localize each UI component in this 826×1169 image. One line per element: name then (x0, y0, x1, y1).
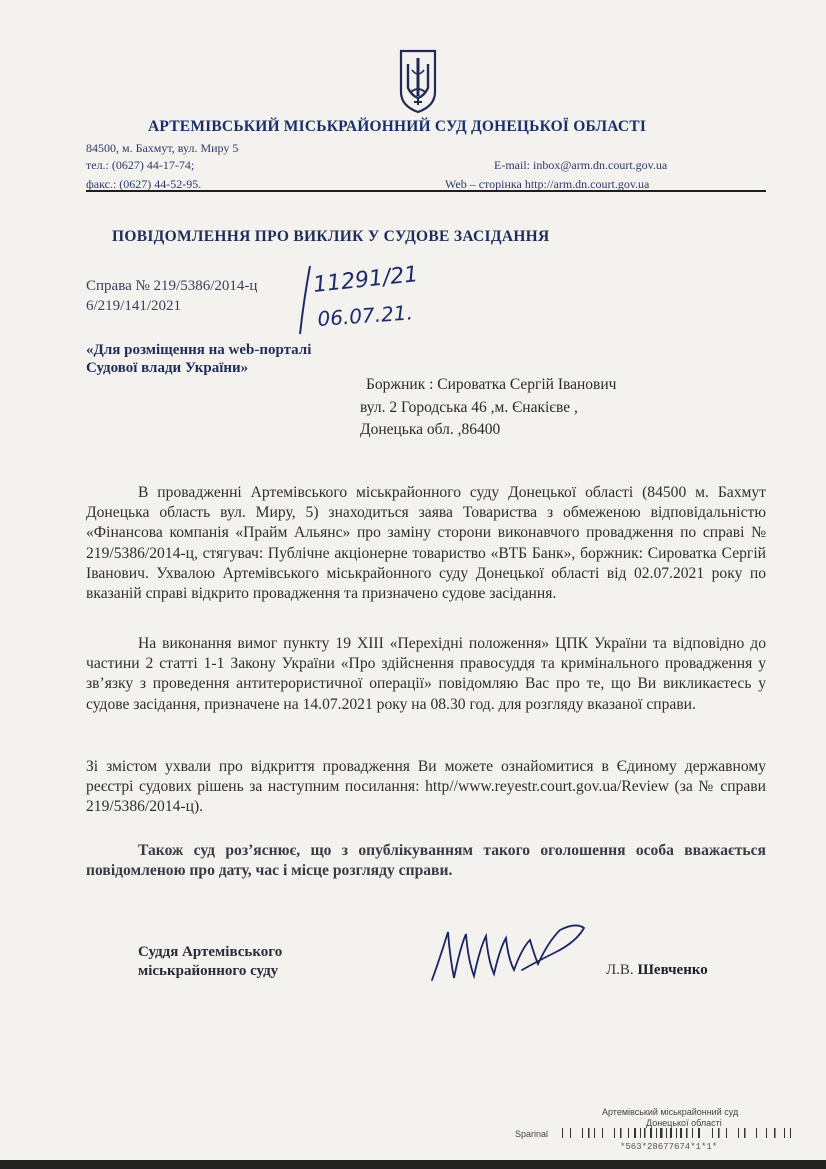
debtor-name: Боржник : Сироватка Сергій Іванович (366, 376, 617, 393)
debtor-region: Донецька обл. ,86400 (360, 421, 501, 438)
court-name: АРТЕМІВСЬКИЙ МІСЬКРАЙОННИЙ СУД ДОНЕЦЬКОЇ ОБЛАСТІ (148, 118, 647, 135)
case-internal-number: 6/219/141/2021 (86, 298, 182, 314)
judge-surname: Шевченко (637, 962, 708, 978)
court-phone: тел.: (0627) 44-17-74; (86, 158, 195, 172)
scan-bottom-edge (0, 1160, 826, 1169)
case-number: Справа № 219/5386/2014-ц (86, 278, 258, 294)
body-paragraph-2: На виконання вимог пункту 19 XIII «Перехідні положення» ЦПК України та відповідно до частини 2 статті 1-1 Закону України «Про здійснення правосуддя та кримінального провадження у зв’язку з проведення антитерористичної операції» повідомляю Вас про те, що Ви викликаєтесь у судове засідання, призначене на 14.07.2021 року на 08.30 год. для розгляду вказаної справи. (86, 635, 766, 713)
judge-title-line2: міськрайонного суду (138, 963, 279, 979)
debtor-street: вул. 2 Городська 46 ,м. Єнакієве , (360, 399, 578, 416)
header-divider (86, 190, 766, 192)
body-paragraph-1: В провадженні Артемівського міськрайонного суду Донецької області (84500 м. Бахмут Донецька область вул. Миру, 5) знаходиться заява Товариства з обмеженою відповідальністю «Фінансова компанія «Прайм Альянс» про заміну сторони виконавчого провадження по справі № 219/5386/2014-ц, стягувач: Публічне акціонерне товариство «ВТБ Банк», боржник: Сироватка Сергій Іванович. Ухвалою Артемівського міськрайонного суду Донецької області від 02.07.2021 року по вказаній справі відкрито провадження та призначено судове засідання. (86, 484, 766, 603)
footer-barcode-prefix: Sparinal (515, 1129, 549, 1139)
judge-signature (426, 918, 606, 988)
publish-note-line1: «Для розміщення на web-порталі (86, 342, 312, 358)
document-title: ПОВІДОМЛЕННЯ ПРО ВИКЛИК У СУДОВЕ ЗАСІДАННЯ (112, 228, 550, 245)
coat-of-arms-icon (398, 48, 438, 114)
judge-name (606, 962, 708, 979)
body-paragraph-3: Зі змістом ухвали про відкриття провадження Ви можете ознайомитися в Єдиному державному реєстрі судових рішень за наступним посилання: http//www.reyestr.court.gov.ua/Review (за № справи 219/5386/2014-ц). (86, 758, 766, 816)
handwritten-registration-mark (296, 258, 436, 338)
footer-court-line1: Артемівський міськрайонний суд (602, 1107, 739, 1117)
judge-initials: Л.В. (606, 962, 634, 978)
barcode-number: *563*28677674*1*1* (620, 1142, 718, 1152)
barcode-icon (562, 1126, 792, 1140)
publish-note-line2: Судової влади України» (86, 360, 249, 376)
court-fax: факс.: (0627) 44-52-95. (86, 177, 202, 191)
handwritten-date: 06.07.21. (316, 300, 414, 331)
court-address: 84500, м. Бахмут, вул. Миру 5 (86, 141, 239, 155)
body-paragraph-4: Також суд роз’яснює, що з опублікуванням такого оголошення особа вважається повідомленою про дату, час і місце розгляду справи. (86, 842, 766, 880)
court-email: E-mail: inbox@arm.dn.court.gov.ua (494, 158, 668, 172)
footer-court-line2: Донецької області (646, 1118, 722, 1128)
court-website: Web – сторінка http://arm.dn.court.gov.ua (445, 177, 650, 191)
handwritten-ref: 11291/21 (312, 262, 420, 298)
judge-title-line1: Суддя Артемівського (138, 944, 283, 960)
